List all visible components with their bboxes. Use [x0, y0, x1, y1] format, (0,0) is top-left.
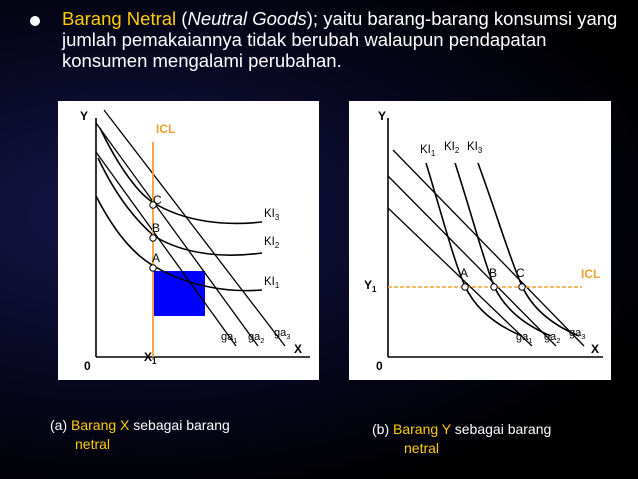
diagram-b-caption-line2: netral [404, 440, 440, 456]
diagram-a-curve-label-3: $KI_3$ [264, 208, 280, 222]
diagram-a-point-a-label: A [152, 251, 161, 265]
diagram-a-point-a [150, 265, 156, 271]
bullet-definition: ); yaitu barang-barang konsumsi yang jumlah pemakaiannya tidak berubah walaupun pendapatan konsumen mengalami perubahan. [62, 8, 618, 71]
diagram-a-curve-label-1: $KI_1$ [264, 276, 280, 290]
diagram-a-point-c-label: C [153, 193, 162, 207]
diagram-b-y1-label: $Y_1$ [364, 278, 377, 294]
diagram-b-point-a [462, 284, 468, 290]
bullet-paren: ( [176, 8, 188, 29]
diagram-b-point-c [519, 284, 525, 290]
diagram-a-budget-line-1 [96, 152, 236, 346]
diagram-a-budget-label-1: $ga_1$ [221, 331, 238, 345]
diagram-a [80, 109, 310, 373]
diagram-b-point-c-label: C [516, 266, 525, 280]
diagram-a-caption-line2: netral [75, 436, 111, 452]
diagram-a-point-b [150, 235, 156, 241]
caption-a-rest: sebagai barang [129, 417, 230, 433]
diagram-b-curve-label-2: $KI_2$ [444, 141, 460, 155]
diagram-a-budget-label-3: $ga_3$ [274, 327, 291, 341]
term-english: Neutral Goods [187, 8, 307, 29]
diagram-b [364, 109, 603, 373]
diagram-a-x1-label: $X_1$ [144, 350, 157, 366]
caption-b-prefix: (b) [372, 421, 393, 437]
diagram-a-budget-label-2: $ga_2$ [248, 331, 265, 345]
caption-b-rest: sebagai barang [450, 421, 552, 437]
caption-a-highlight: Barang X [71, 417, 130, 433]
diagram-b-y-label: Y [378, 109, 387, 123]
caption-b-highlight: Barang Y [393, 421, 451, 437]
diagram-b-indifference-curve-2 [455, 163, 551, 336]
diagram-b-caption-line1 [372, 420, 622, 439]
diagram-a-caption [50, 416, 310, 454]
diagram-b-budget-label-2: $ga_2$ [544, 331, 561, 345]
diagram-b-point-b-label: B [489, 266, 498, 280]
diagram-a-y-label: Y [80, 109, 89, 123]
diagram-b-curve-label-3: $KI_3$ [467, 141, 483, 155]
diagram-a-point-b-label: B [152, 221, 161, 235]
diagram-b-budget-line-2 [388, 176, 556, 346]
diagram-b-budget-label-3: $ga_3$ [569, 327, 586, 341]
diagram-b-indifference-curve-3 [478, 163, 579, 336]
diagram-b-point-b [491, 284, 497, 290]
diagram-b-caption [372, 420, 622, 458]
diagram-b-curve-label-1: $KI_1$ [420, 144, 436, 158]
diagram-a-x-label: X [294, 342, 303, 356]
diagram-a-indifference-curve-3 [100, 128, 262, 223]
diagram-a-icl-label: ICL [156, 122, 176, 136]
diagram-b-point-a-label: A [460, 266, 469, 280]
diagram-b-budget-label-1: $ga_1$ [516, 331, 533, 345]
diagram-a-origin-label: 0 [84, 359, 91, 373]
caption-a-prefix: (a) [50, 417, 71, 433]
diagram-a-curve-label-2: $KI_2$ [264, 236, 280, 250]
diagram-b-origin-label: 0 [376, 359, 383, 373]
diagram-b-x-label: X [591, 342, 600, 356]
diagram-b-icl-label: ICL [581, 267, 601, 281]
diagram-a-caption-line1 [50, 416, 310, 435]
diagram-a-indifference-curve-2 [98, 158, 262, 255]
term-neutral-goods: Barang Netral [62, 8, 177, 29]
